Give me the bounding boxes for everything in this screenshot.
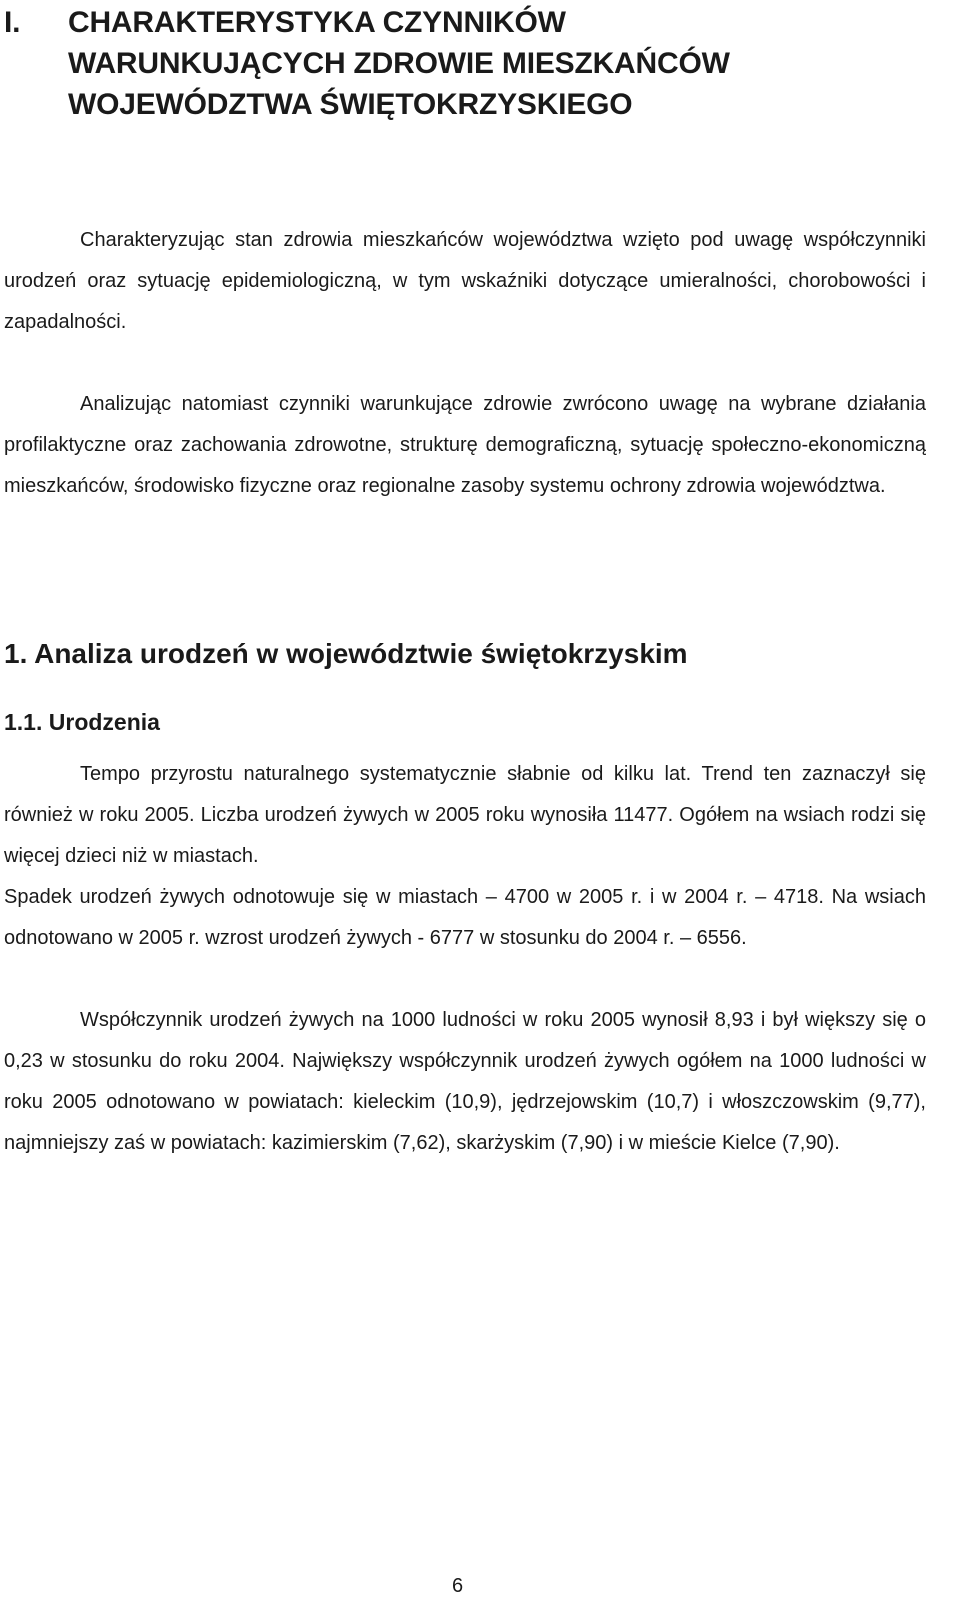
- births-paragraph-1: Tempo przyrostu naturalnego systematycznie słabnie od kilku lat. Trend ten zaznaczył się również w roku 2005. Liczba urodzeń żywych w 2005 roku wynosiła 11477. Ogółem na wsiach rodzi się więcej dzieci niż w miastach.: [4, 763, 926, 867]
- intro-paragraph-2: Analizując natomiast czynniki warunkujące zdrowie zwrócono uwagę na wybrane działania profilaktyczne oraz zachowania zdrowotne, strukturę demograficzną, sytuację społeczno-ekonomiczną mieszkańców, środowisko fizyczne oraz regionalne zasoby systemu ochrony zdrowia województwa.: [4, 393, 926, 497]
- births-paragraph-2: Spadek urodzeń żywych odnotowuje się w miastach – 4700 w 2005 r. i w 2004 r. – 4718. Na wsiach odnotowano w 2005 r. wzrost urodzeń żywych - 6777 w stosunku do 2004 r. – 6556.: [4, 886, 926, 949]
- chapter-title-line: WARUNKUJĄCYCH ZDROWIE MIESZKAŃCÓW: [68, 47, 730, 80]
- subsection-heading: 1.1. Urodzenia: [4, 709, 160, 735]
- intro-paragraph-1: Charakteryzując stan zdrowia mieszkańców województwa wzięto pod uwagę współczynniki urodzeń oraz sytuację epidemiologiczną, w tym wskaźniki dotyczące umieralności, chorobowości i zapadalności.: [4, 229, 926, 333]
- births-paragraph-3: Współczynnik urodzeń żywych na 1000 ludności w roku 2005 wynosił 8,93 i był większy się o 0,23 w stosunku do roku 2004. Największy współczynnik urodzeń żywych ogółem na 1000 ludności w roku 2005 odnotowano w powiatach: kieleckim (10,9), jędrzejowskim (10,7) i włoszczowskim (9,77), najmniejszy zaś w powiatach: kazimierskim (7,62), skarżyskim (7,90) i w mieście Kielce (7,90).: [4, 1009, 926, 1154]
- chapter-number: I.: [4, 6, 21, 39]
- page-number: 6: [452, 1575, 464, 1597]
- chapter-title-line: WOJEWÓDZTWA ŚWIĘTOKRZYSKIEGO: [68, 88, 633, 121]
- chapter-title-lines: [68, 2, 938, 125]
- section-heading: 1. Analiza urodzeń w województwie świętokrzyskim: [4, 638, 688, 669]
- chapter-title-line: CHARAKTERYSTYKA CZYNNIKÓW: [68, 6, 566, 39]
